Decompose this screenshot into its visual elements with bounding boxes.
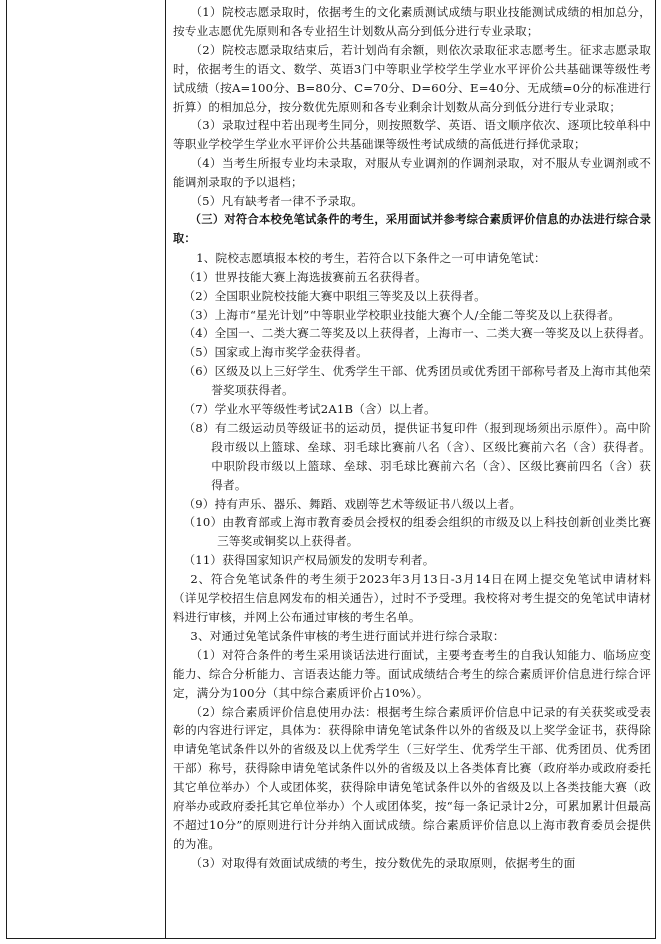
exemption-condition-5: （5）国家或上海市奖学金获得者。 [183, 345, 368, 360]
admission-rule-3: （3）录取过程中若出现考生同分，则按照数学、英语、语文顺序依次、逐项比较单科中等职业学校学生学业水平评价公共基础课等级性考试成绩的高低进行择优录取； [173, 118, 651, 152]
interview-rule-3: （3）对取得有效面试成绩的考生，按分数优先的录取原则，依据考生的面 [190, 855, 576, 870]
interview-rule-1: （1）对符合条件的考生采用谈话法进行面试，主要考查考生的自我认知能力、临场应变能力、综合分析能力、言语表达能力等。面试成绩结合考生的综合素质评价信息进行综合评定，满分为100分（其中综合素质评价占10%）。 [173, 647, 651, 700]
admission-rule-5: （5）凡有缺考者一律不予录取。 [190, 194, 364, 209]
section-heading-3: （三）对符合本校免笔试条件的考生，采用面试并参考综合素质评价信息的办法进行综合录取： [173, 212, 651, 245]
application-instructions: 2、符合免笔试条件的考生须于2023年3月13日-3月14日在网上提交免笔试申请材料（详见学校招生信息网发布的相关通告），过时不予受理。我校将对考生提交的免笔试申请材料进行审核，并网上公布通过审核的考生名单。 [173, 572, 651, 624]
exemption-condition-9: （9）持有声乐、器乐、舞蹈、戏剧等艺术等级证书八级以上者。 [183, 496, 522, 511]
exemption-condition-6: （6）区级及以上三好学生、优秀学生干部、优秀团员或优秀团干部称号者及上海市其他荣誉奖项获得者。 [183, 364, 651, 398]
table-content-cell [173, 3, 651, 873]
exemption-condition-4: （4）全国一、二类大赛二等奖及以上获得者，上海市一、二类大赛一等奖及以上获得者。 [183, 326, 651, 341]
interview-rule-2: （2）综合素质评价信息使用办法：根据考生综合素质评价信息中记录的有关获奖或受表彰的内容进行评定，具体为：获得除申请免笔试条件以外的省级及以上奖学金证书，获得除申请免笔试条件以外的省级及以上优秀学生（三好学生、优秀学生干部、优秀团员、优秀团干部）称号，获得除申请免笔试条件以外的省级及以上各类体育比赛（政府举办或政府委托其它单位举办）个人或团体奖，获得除申请免笔试条件以外的省级及以上各类技能大赛（政府举办或政府委托其它单位举办）个人或团体奖，按“每一条记录计2分，可累加累计但最高不超过10分”的原则进行计分并纳入面试成绩。综合素质评价信息以上海市教育委员会提供的为准。 [173, 704, 651, 851]
table-left-column [7, 0, 166, 938]
interview-intro: 3、对通过免笔试条件审核的考生进行面试并进行综合录取： [190, 628, 505, 643]
exemption-condition-7: （7）学业水平等级性考试2A1B（含）以上者。 [183, 402, 436, 417]
exemption-condition-11: （11）获得国家知识产权局颁发的发明专利者。 [183, 553, 435, 568]
exemption-condition-10: （10）由教育部或上海市教育委员会授权的组委会组织的市级及以上科技创新创业类比赛三等奖或铜奖以上获得者。 [183, 515, 651, 549]
exemption-condition-1: （1）世界技能大赛上海选拔赛前五名获得者。 [183, 269, 427, 284]
admission-rule-4: （4）当考生所报专业均未录取，对服从专业调剂的作调剂录取，对不服从专业调剂或不能调剂录取的予以退档； [173, 156, 651, 190]
exemption-condition-8: （8）有二级运动员等级证书的运动员，提供证书复印件（报到现场须出示原件）。高中阶段市级以上篮球、垒球、羽毛球比赛前八名（含）、区级比赛前六名（含）获得者。中职阶段市级以上篮球、垒球、羽毛球比赛前六名（含）、区级比赛前四名（含）获得者。 [183, 420, 651, 492]
document-table [6, 0, 656, 939]
admission-rule-2: （2）院校志愿录取结束后，若计划尚有余额，则依次录取征求志愿考生。征求志愿录取时，依据考生的语文、数学、英语3门中等职业学校学生学业水平评价公共基础课等级性考试成绩（按A=100分、B=80分、C=70分、D=60分、E=40分、无成绩=0分的标准进行折算）的相加总分，按分数优先原则和各专业剩余计划数从高分到低分进行专业录取； [173, 42, 651, 114]
admission-rule-1: （1）院校志愿录取时，依据考生的文化素质测试成绩与职业技能测试成绩的相加总分，按专业志愿优先原则和各专业招生计划数从高分到低分进行专业录取； [173, 5, 651, 38]
exemption-condition-2: （2）全国职业院校技能大赛中职组三等奖及以上获得者。 [183, 288, 486, 303]
exemption-condition-3: （3）上海市“星光计划”中等职业学校职业技能大赛个人/全能二等奖及以上获得者。 [183, 307, 621, 322]
exemption-intro: 1、院校志愿填报本校的考生，若符合以下条件之一可申请免笔试： [196, 250, 546, 265]
